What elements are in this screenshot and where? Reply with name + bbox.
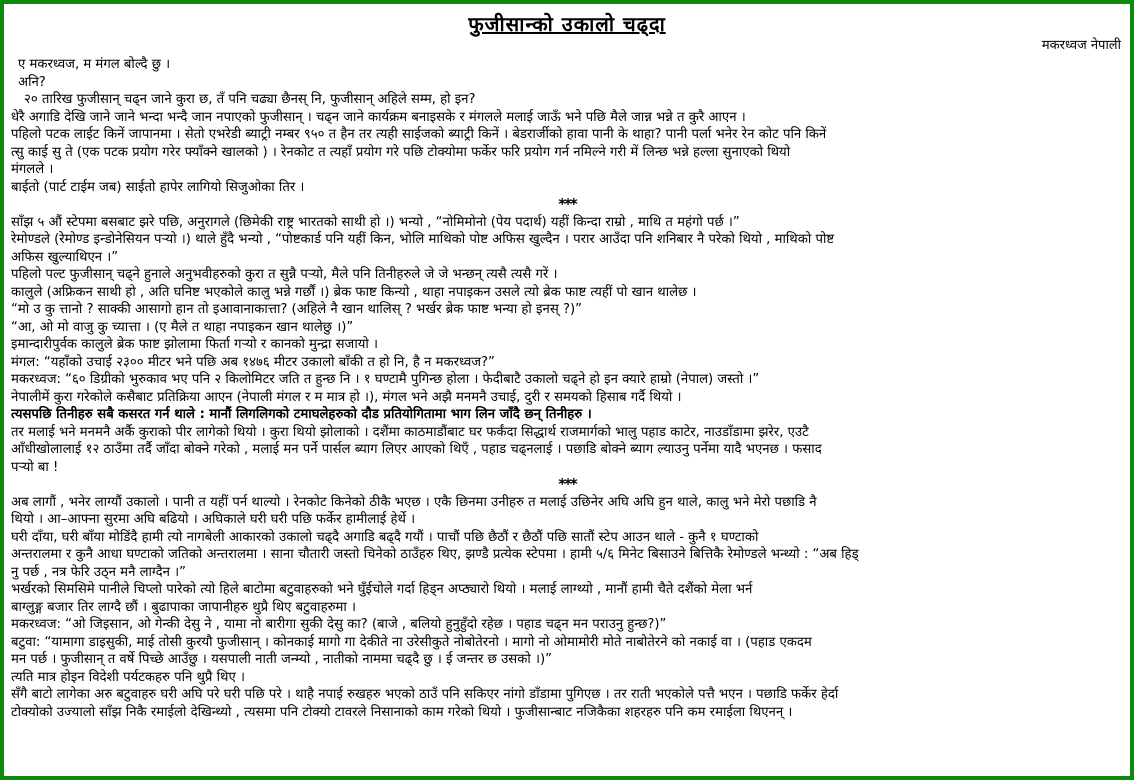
text-line: रेमोण्डले (रेमोण्ड इन्डोनेसियन पऱ्यो ।) थाले हुँदै भन्यो , “पोष्टकार्ड पनि यहीं किन, भोलि माथिको पोष्ट अफिस खुल्दैन । परार आउँदा पनि शनिबार नै परेको थियो , माथिको पोष्ट [11, 232, 835, 247]
text-line: “मो उ कु त्तानो ? साक्की आसागो हान तो इआवानाकात्ता? (अहिले नै खान थालिस् ? भर्खर ब्रेक फाष्ट भन्या हो इनस् ?)” [11, 302, 582, 317]
text-line: मकरध्वज: “ओ जिइसान, ओ गेन्की देसु ने , यामा नो बारीगा सुकी देसु का? (बाजे , बलियो हुनुहुँदो रहेछ । पहाड चढ्न मन पराउनु हुन्छ?)” [11, 617, 667, 632]
text-line: अब लागौं , भनेर लाग्यौं उकालो । पानी त यहीं पर्न थाल्यो । रेनकोट किनेको ठीकै भएछ । एकै छिनमा उनीहरु त मलाई उछिनेर अघि अघि हुन थाले, कालु भने मेरो पछाडि नै [11, 494, 817, 510]
text-line: “आ, ओ मो वाजु कु च्यात्ता । (ए मैले त थाहा नपाइकन खान थालेछु ।)” [11, 319, 354, 335]
text-line: मन पर्छ । फुजीसान् त वर्षे पिच्छे आउँछु । यसपाली नाती जन्म्यो , नातीको नाममा चढ्दै छु । ई जन्तर छ उसको ।)” [11, 652, 552, 667]
section-separator: *** [558, 195, 576, 213]
document-body [11, 56, 1123, 721]
text-line: बाग्लुङ्ग बजार तिर लाग्दै छौं । बुढापाका जापानीहरु थुप्रै थिए बटुवाहरुमा । [11, 599, 356, 615]
text-line: तर मलाई भने मनमनै अर्कै कुराको पीर लागेको थियो । कुरा थियो झोलाको । दशैंमा काठमाडौंबाट घर फर्कंदा सिद्धार्थ राजमार्गको भालु पहाड काटेर, नाउडाँडामा झरेर, एउटै [11, 424, 809, 440]
title-row [11, 10, 1123, 37]
text-line: त्यसपछि तिनीहरु सबै कसरत गर्न थाले : मानौं लिगलिगको टमाघलेहरुको दौड प्रतियोगितामा भाग लिन जाँदै छन् तिनीहरु । [11, 407, 592, 422]
text-line: २० तारिख फुजीसान् चढ्न जाने कुरा छ, तँ पनि चढ्या छैनस् नि, फुजीसान् अहिले सम्म, हो इन? [24, 92, 476, 107]
text-line: मंगल: “यहाँको उचाई २३०० मीटर भने पछि अब १४७६ मीटर उकालो बाँकी त हो नि, है न मकरध्वज?” [11, 354, 495, 370]
text-line: इमान्दारीपुर्वक कालुले ब्रेक फाष्ट झोलामा फिर्ता गऱ्यो र कानको मुन्द्रा सजायो । [11, 337, 378, 352]
text-line: साँझ ५ औं स्टेपमा बसबाट झरे पछि, अनुरागले (छिमेकी राष्ट्र भारतको साथी हो ।) भन्यो , “नोमिमोनो (पेय पदार्थ) यहीं किन्दा राम्रो , माथि त महंगो पर्छ ।” [11, 214, 740, 230]
text-line: अफिस खुल्याथिएन ।” [11, 249, 119, 265]
text-line: अन्तरालमा र कुनै आधा घण्टाको जतिको अन्तरालमा । साना चौतारी जस्तो चिनेको ठाउँहरु थिए, झण्डै प्रत्येक स्टेपमा । हामी ५/६ मिनेट बिसाउने बित्तिकै रेमोण्डले भन्थ्यो : “अब हिड् [11, 547, 859, 562]
text-line: पहिलो पटक लाईट किनें जापानमा । सेतो एभरेडी ब्याट्री नम्बर ९५० त हैन तर त्यही साईजको ब्याट्री किनें । बेडरार्जीको हावा पानी के थाहा? पानी पर्ला भनेर रेन कोट पनि किनें [11, 127, 827, 142]
text-line: धेरै अगाडि देखि जाने जाने भन्दा भन्दै जान नपाएको फुजीसान् । चढ्न जाने कार्यक्रम बनाइसके र मंगलले मलाई जाऊँ भने पछि मैले जान्न भन्ने त कुरै आएन । [11, 109, 746, 125]
text-line: नेपालीमें कुरा गरेकोले कसैबाट प्रतिक्रिया आएन (नेपाली मंगल र म मात्र हो ।), मंगल भने अझै मनमनै उचाई, दुरी र समयको हिसाब गर्दै थियो । [11, 389, 682, 405]
text-line: अनि? [18, 74, 46, 90]
section-separator: *** [558, 475, 576, 493]
text-line: सँगै बाटो लागेका अरु बटुवाहरु घरी अघि परे घरी पछि परे । थाहै नपाई रुखहरु भएको ठाउँ पनि सकिएर नांगो डाँडामा पुगिएछ । तर राती भएकोले पत्तै भएन । पछाडि फर्केर हेर्दा [11, 687, 839, 702]
text-line: नु पर्छ , नत्र फेरि उठ्न मनै लाग्दैन ।” [11, 564, 186, 580]
text-line: पहिलो पल्ट फुजीसान् चढ्ने हुनाले अनुभवीहरुको कुरा त सुन्नै पऱ्यो, मैले पनि तिनीहरुले जे जे भन्छन् त्यसै त्यसै गरें । [11, 267, 558, 282]
text-line: कालुले (अफ्रिकन साथी हो , अति घनिष्ट भएकोले कालु भन्ने गर्छौं ।) ब्रेक फाष्ट किन्यो , थाहा नपाइकन उसले त्यो ब्रेक फाष्ट त्यहीं पो खान थालेछ । [11, 284, 697, 300]
text-line: ए मकरध्वज, म मंगल बोल्दै छु । [18, 57, 171, 72]
author-name: मकरध्वज नेपाली [1041, 38, 1121, 53]
text-line: मंगलले । [11, 162, 54, 177]
text-line: त्सु काई सु ते (एक पटक प्रयोग गरेर फ्याँक्ने खालको ) । रेनकोट त त्यहाँ प्रयोग गरे पछि टोक्योमा फर्केर फरि प्रयोग गर्न नमिल्ने गरी में लिन्छ भन्ने हल्ला सुनाएको थियो [11, 144, 791, 160]
text-line: पऱ्यो बा ! [11, 459, 59, 475]
text-line: थियो । आ–आफ्ना सुरमा अघि बढियो । अघिकाले घरी घरी पछि फर्केर हामीलाई हेर्थे । [11, 512, 416, 527]
text-line: टोक्योको उज्यालो साँझ निकै रमाईलो देखिन्थ्यो , त्यसमा पनि टोक्यो टावरले निसानाको काम गरेको थियो । फुजीसान्बाट नजिकैका शहरहरु पनि कम रमाईला थिएनन् । [11, 704, 793, 720]
text-line: त्यति मात्र होइन विदेशी पर्यटकहरु पनि थुप्रै थिए । [11, 669, 245, 685]
page-title: फुजीसान्को उकालो चढ्दा [468, 12, 666, 36]
text-line: मकरध्वज: “६० डिग्रीको भुरुकाव भए पनि २ किलोमिटर जति त हुन्छ नि । १ घण्टामै पुगिन्छ होला । फेदीबाटै उकालो चढ्ने हो इन क्यारे हाम्रो (नेपाल) जस्तो ।” [11, 372, 760, 387]
text-line: बाईतो (पार्ट टाईम जब) साईतो हापेर लागियो सिजुओका तिर । [11, 179, 305, 195]
text-line: घरी दाँया, घरी बाँया मोडिंदै हामी त्यो नागबेली आकारको उकालो चढ्दै अगाडि बढ्दै गयौं । पाचौं पछि छैठौं र छैठौं पछि सातौं स्टेप आउन थाले - कुनै १ घण्टाको [11, 529, 759, 545]
text-line: बटुवा: “यामागा डाइसुकी, माई तोसी कुरयौ फुजीसान् । कोनकाई मागो गा देकीते ना उरेसीकुते नोबोतेरनो । मागो नो ओमामोरी मोते नाबोतेरने को नकाई वा । (पहाड एकदम [11, 634, 812, 650]
text-line: भर्खरको सिमसिमे पानीले चिप्लो पारेको त्यो हिले बाटोमा बटुवाहरुको भने घुँईचोले गर्दा हिड्न अप्ठ्यारो थियो । मलाई लाग्थ्यो , मानौं हामी चैते दशैंको मेला भर्न [11, 582, 753, 597]
text-line: आँधीखोलालाई १२ ठाउँमा तर्दै जाँदा बोक्ने गरेको , मलाई मन पर्ने पार्सल ब्याग लिएर आएको थिएँ , पहाड चढ्नलाई । पछाडि बोक्ने ब्याग ल्याउनु पर्नेमा यादै भएनछ । फसाद [11, 442, 822, 457]
